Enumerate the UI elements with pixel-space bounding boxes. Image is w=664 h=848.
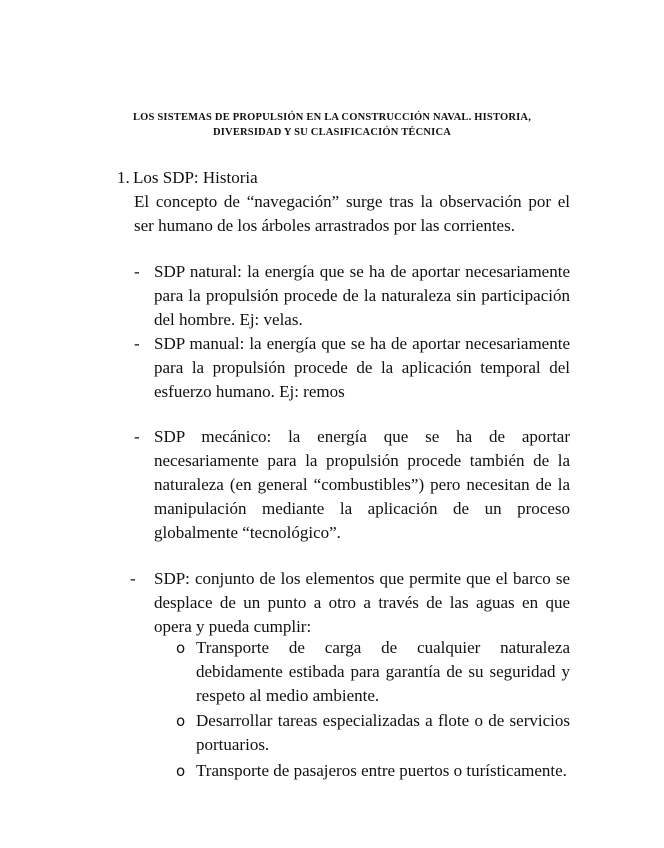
section-number: 1. [117,168,130,187]
list-item-sdp-manual [134,332,570,404]
sub-item-text: Transporte de carga de cualquier naturaleza debidamente estibada para garantía de su seguridad y respeto al medio ambiente. [196,638,570,705]
sub-item-text: Desarrollar tareas especializadas a flote o de servicios portuarios. [196,711,570,754]
list-item-text: SDP natural: la energía que se ha de aportar necesariamente para la propulsión procede de la naturaleza sin participación del hombre. Ej: velas. [154,262,570,329]
circle-bullet-icon: o [176,639,186,657]
list-item-text: SDP mecánico: la energía que se ha de aportar necesariamente para la propulsión procede también de la naturaleza (en general “combustibles”) pero necesitan de la manipulación mediante la aplicación de un proceso globalmente “tecnológico”. [154,427,570,542]
document-title [92,110,572,140]
title-line-1: LOS SISTEMAS DE PROPULSIÓN EN LA CONSTRUCCIÓN NAVAL. HISTORIA, [132,112,532,123]
dash-bullet: - [134,262,140,281]
section-heading-text: Los SDP: Historia [133,168,258,187]
list-item-sdp-definition [130,567,570,639]
sub-item-transporte-carga [176,636,570,708]
section-heading [117,167,258,189]
list-item-sdp-mecanico [134,425,570,545]
list-item-sdp-natural [134,260,570,332]
circle-bullet-icon: o [176,712,186,730]
dash-bullet: - [130,569,136,588]
sub-item-text: Transporte de pasajeros entre puertos o turísticamente. [196,761,567,780]
sub-item-transporte-pasajeros [176,759,570,783]
circle-bullet-icon: o [176,762,186,780]
intro-paragraph: El concepto de “navegación” surge tras la observación por el ser humano de los árboles arrastrados por las corrientes. [134,192,570,235]
title-line-2: DIVERSIDAD Y SU CLASIFICACIÓN TÉCNICA [212,127,452,138]
list-item-text: SDP manual: la energía que se ha de aportar necesariamente para la propulsión procede de la aplicación temporal del esfuerzo humano. Ej: remos [154,334,570,401]
sub-item-tareas-especializadas [176,709,570,757]
list-item-text: SDP: conjunto de los elementos que permite que el barco se desplace de un punto a otro a través de las aguas en que opera y pueda cumplir: [154,569,570,636]
dash-bullet: - [134,427,140,446]
dash-bullet: - [134,334,140,353]
